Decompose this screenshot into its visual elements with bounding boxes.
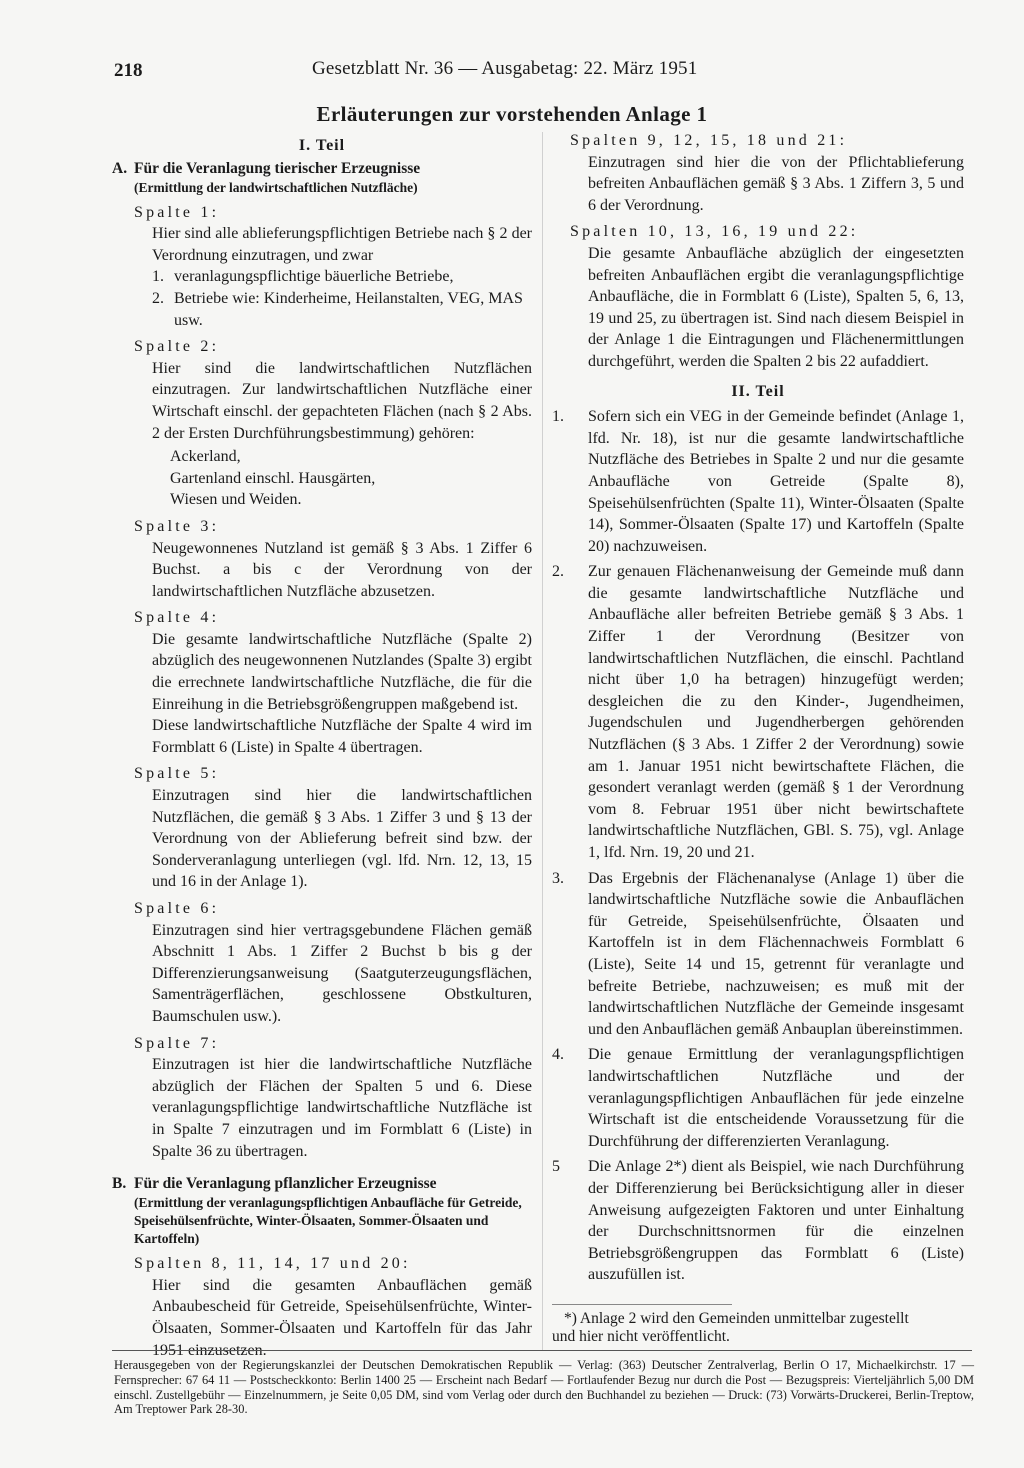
list-item-text: Betriebe wie: Kinderheime, Heilanstalten, VEG, MAS usw. xyxy=(174,289,523,329)
spalte-1-label: Spalte 1: xyxy=(134,203,220,221)
footnote-line-2: und hier nicht veröffentlicht. xyxy=(552,1328,730,1345)
column-divider xyxy=(542,132,543,1350)
list-item-text: veranlagungspflichtige bäuerliche Betriebe, xyxy=(174,268,454,286)
numbered-item xyxy=(552,561,964,863)
item-number: 1. xyxy=(552,408,564,426)
section-b-heading xyxy=(112,1174,532,1194)
footnote-divider xyxy=(552,1304,732,1305)
list-item-number: 1. xyxy=(152,268,164,286)
section-b-title: Für die Veranlagung pflanzlicher Erzeugnisse xyxy=(134,1175,437,1193)
right-column xyxy=(552,130,964,1286)
spalte-3-label: Spalte 3: xyxy=(134,517,220,535)
item-text: Das Ergebnis der Flächenanalyse (Anlage 1) über die landwirtschaftliche Nutzfläche sowie die Anbauflächen für Getreide, Speisehülsenfrüchte, Ölsaaten und Kartoffeln ist in dem Flächennachweis Formblatt 6 (Liste), Seite 14 und 15, getrennt für veranlagte und befreite Betriebe, nachzuweisen; es muß mit der landwirtschaftlichen Nutzfläche der Gemeinde insgesamt und den Anbauflächen gemäß Anbauplan übereinstimmen. xyxy=(588,869,964,1038)
spalte-2-text: Hier sind die landwirtschaftlichen Nutzflächen einzutragen. Zur landwirtschaftlichen Nutzfläche einer Wirtschaft einschl. der gepachteten Flächen (nach § 2 Abs. 2 der Ersten Durchführungsbestimmung) gehören: xyxy=(152,359,532,442)
list-item xyxy=(152,266,532,288)
list-item xyxy=(152,288,532,331)
land-type-list xyxy=(170,446,532,511)
item-number: 3. xyxy=(552,869,564,887)
page-title: Erläuterungen zur vorstehenden Anlage 1 xyxy=(316,102,708,126)
numbered-item xyxy=(552,406,964,557)
spalte-7-text: Einzutragen ist hier die landwirtschaftliche Nutzfläche abzüglich der Flächen der Spalten 5 und 6. Diese veranlagungspflichtige landwirtschaftliche Nutzfläche ist in Spalte 7 einzutragen und im Formblatt 6 (Liste) in Spalte 36 zu übertragen. xyxy=(152,1056,532,1160)
item-number: 4. xyxy=(552,1046,564,1064)
item-number: 5 xyxy=(552,1158,560,1176)
section-a-title: Für die Veranlagung tierischer Erzeugnisse xyxy=(134,159,421,177)
spalte-6-text: Einzutragen sind hier vertragsgebundene Flächen gemäß Abschnitt 1 Abs. 1 Ziffer 2 Buchst b bis g der Differenzierungsanweisung (Saatguterzeugungsflächen, Samenträgerflächen, geschlossene Obstkulturen, Baumschulen usw.). xyxy=(152,921,532,1025)
land-type-item: Wiesen und Weiden. xyxy=(170,491,302,509)
spalte-4-text-2: Diese landwirtschaftliche Nutzfläche der Spalte 4 wird im Formblatt 6 (Liste) in Spalte 4 übertragen. xyxy=(152,717,532,756)
imprint-divider xyxy=(112,1350,972,1351)
spalte-2-label: Spalte 2: xyxy=(134,338,220,356)
land-type-item: Ackerland, xyxy=(170,448,241,466)
list-item-number: 2. xyxy=(152,289,164,307)
item-text: Zur genauen Flächenanweisung der Gemeinde muß dann die gesamte landwirtschaftliche Nutzfläche und Anbaufläche aller befreiten Betriebe gemäß § 3 Abs. 1 Ziffer 1 der Verordnung (Besitzer von landwirtschaftlichen Nutzflächen, die einschl. Pachtland nicht über 1,0 ha betragen) hinzugefügt werden; desgleichen die zu den Kinder-, Jugendheimen, Jugendschulen und Jugendherbergen gehörenden Nutzflächen (§ 3 Abs. 1 Ziffer 2 der Verordnung) sowie am 1. Januar 1951 nicht bewirtschaftete Flächen, die gesondert veranlagt werden (gemäß § 1 der Verordnung vom 8. Februar 1951 über nicht bewirtschaftete landwirtschaftliche Nutzflächen, GBl. S. 75), vgl. Anlage 1, lfd. Nrn. 19, 20 und 21. xyxy=(588,563,964,861)
section-a-heading xyxy=(112,159,532,179)
numbered-item xyxy=(552,1044,964,1152)
spalten-10-label: Spalten 10, 13, 16, 19 und 22: xyxy=(570,223,859,241)
spalte-5-text: Einzutragen sind hier die landwirtschaftlichen Nutzflächen, die gemäß § 3 Abs. 1 Ziffer 3 und § 13 der Verordnung von der Ablieferung befreit sind bzw. der Sonderveranlagung unterliegen (vgl. lfd. Nrn. 12, 13, 15 und 16 in der Anlage 1). xyxy=(152,787,532,891)
page-number: 218 xyxy=(114,60,143,81)
spalte-5-label: Spalte 5: xyxy=(134,765,220,783)
footnote-line-1: *) Anlage 2 wird den Gemeinden unmittelbar zugestellt xyxy=(564,1310,909,1327)
footnote xyxy=(552,1310,982,1346)
land-type-item: Gartenland einschl. Hausgärten, xyxy=(170,469,376,487)
publisher-imprint: Herausgegeben von der Regierungskanzlei der Deutschen Demokratischen Republik — Verlag: (363) Deutscher Zentralverlag, Berlin O 17, Michaelkirchstr. 17 — Fernsprecher: 67 64 11 — Postscheckkonto: Berlin 1400 25 — Erscheint nach Bedarf — Fortlaufender Bezug nur durch die Post — Bezugspreis: Vierteljährlich 5,00 DM einschl. Zustellgebühr — Einzelnummern, je Seite 0,05 DM, sind vom Verlag oder durch den Buchhandel zu beziehen — Druck: (73) Vorwärts-Druckerei, Berlin-Treptow, Am Treptower Park 28-30. xyxy=(114,1358,974,1417)
spalte-6-label: Spalte 6: xyxy=(134,900,220,917)
spalten-8-label: Spalten 8, 11, 14, 17 und 20: xyxy=(134,1255,411,1273)
spalte-4-text: Die gesamte landwirtschaftliche Nutzfläche (Spalte 2) abzüglich des neugewonnenen Nutzlandes (Spalte 3) ergibt die errechnete landwirtschaftliche Nutzfläche, die für die Einreihung in die Betriebsgrößengruppen maßgebend ist. xyxy=(152,630,532,713)
spalten-10-text: Die gesamte Anbaufläche abzüglich der eingesetzten befreiten Anbauflächen ergibt die veranlagungspflichtige Anbaufläche, die in Formblatt 6 (Liste), Spalten 5, 6, 13, 19 und 25, zu übertragen ist. Sind nach diesem Beispiel in der Anlage 1 die Eintragungen und Flächenermittlungen durchgeführt, werden die Spalten 2 bis 22 aufaddiert. xyxy=(588,244,964,370)
running-head: Gesetzblatt Nr. 36 — Ausgabetag: 22. März 1951 xyxy=(312,58,698,79)
spalte-7-label: Spalte 7: xyxy=(134,1034,220,1052)
item-text: Die Anlage 2*) dient als Beispiel, wie nach Durchführung der Differenzierung bei Berücksichtigung aller in dieser Anweisung aufgezeigten Faktoren und unter Einhaltung der Durchschnittsnormen für die einzelnen Betriebsgrößengruppen das Formblatt 6 (Liste) auszufüllen ist. xyxy=(588,1158,964,1284)
spalten-9-text: Einzutragen sind hier die von der Pflichtablieferung befreiten Anbauflächen gemäß § 3 Abs. 1 Ziffern 3, 5 und 6 der Verordnung. xyxy=(588,153,964,214)
section-b-letter: B. xyxy=(112,1175,127,1193)
section-b-subtitle: (Ermittlung der veranlagungspflichtigen Anbaufläche für Getreide, Speisehülsenfrüchte, Winter-Ölsaaten, Sommer-Ölsaaten und Kartoffeln) xyxy=(134,1195,522,1247)
spalte-1-text: Hier sind alle ablieferungspflichtigen Betriebe nach § 2 der Verordnung einzutragen, und zwar xyxy=(152,225,532,264)
numbered-item xyxy=(552,1156,964,1286)
spalte-3-text: Neugewonnenes Nutzland ist gemäß § 3 Abs. 1 Ziffer 6 Buchst. a bis c der Verordnung von der landwirtschaftlichen Nutzfläche abzusetzen. xyxy=(152,539,532,600)
item-number: 2. xyxy=(552,563,564,581)
part-1-heading: I. Teil xyxy=(298,137,346,154)
left-column xyxy=(112,135,532,1361)
item-text: Sofern sich ein VEG in der Gemeinde befindet (Anlage 1, lfd. Nr. 18), ist nur die gesamte landwirtschaftliche Nutzfläche des Betriebes in Spalte 2 und nur die gesamte Anbaufläche von Getreide (Spalte 8), Speisehülsenfrüchten (Spalte 11), Winter-Ölsaaten (Spalte 14), Sommer-Ölsaaten (Spalte 17) und Kartoffeln (Spalte 20) nachzuweisen. xyxy=(588,408,964,555)
part-2-heading: II. Teil xyxy=(731,382,785,400)
spalten-9-label: Spalten 9, 12, 15, 18 und 21: xyxy=(570,132,848,149)
section-a-letter: A. xyxy=(112,159,128,177)
numbered-item xyxy=(552,868,964,1041)
spalten-8-text: Hier sind die gesamten Anbauflächen gemäß Anbaubescheid für Getreide, Speisehülsenfrüchte, Winter-Ölsaaten, Sommer-Ölsaaten und Kartoffeln für das Jahr 1951 einzusetzen. xyxy=(152,1276,532,1359)
spalte-4-label: Spalte 4: xyxy=(134,609,220,627)
item-text: Die genaue Ermittlung der veranlagungspflichtigen landwirtschaftlichen Nutzfläche und der veranlagungspflichtigen Anbauflächen für jede einzelne Wirtschaft ist die entscheidende Voraussetzung für die Durchführung der differenzierten Veranlagung. xyxy=(588,1046,964,1150)
section-a-subtitle: (Ermittlung der landwirtschaftlichen Nutzfläche) xyxy=(134,179,418,195)
